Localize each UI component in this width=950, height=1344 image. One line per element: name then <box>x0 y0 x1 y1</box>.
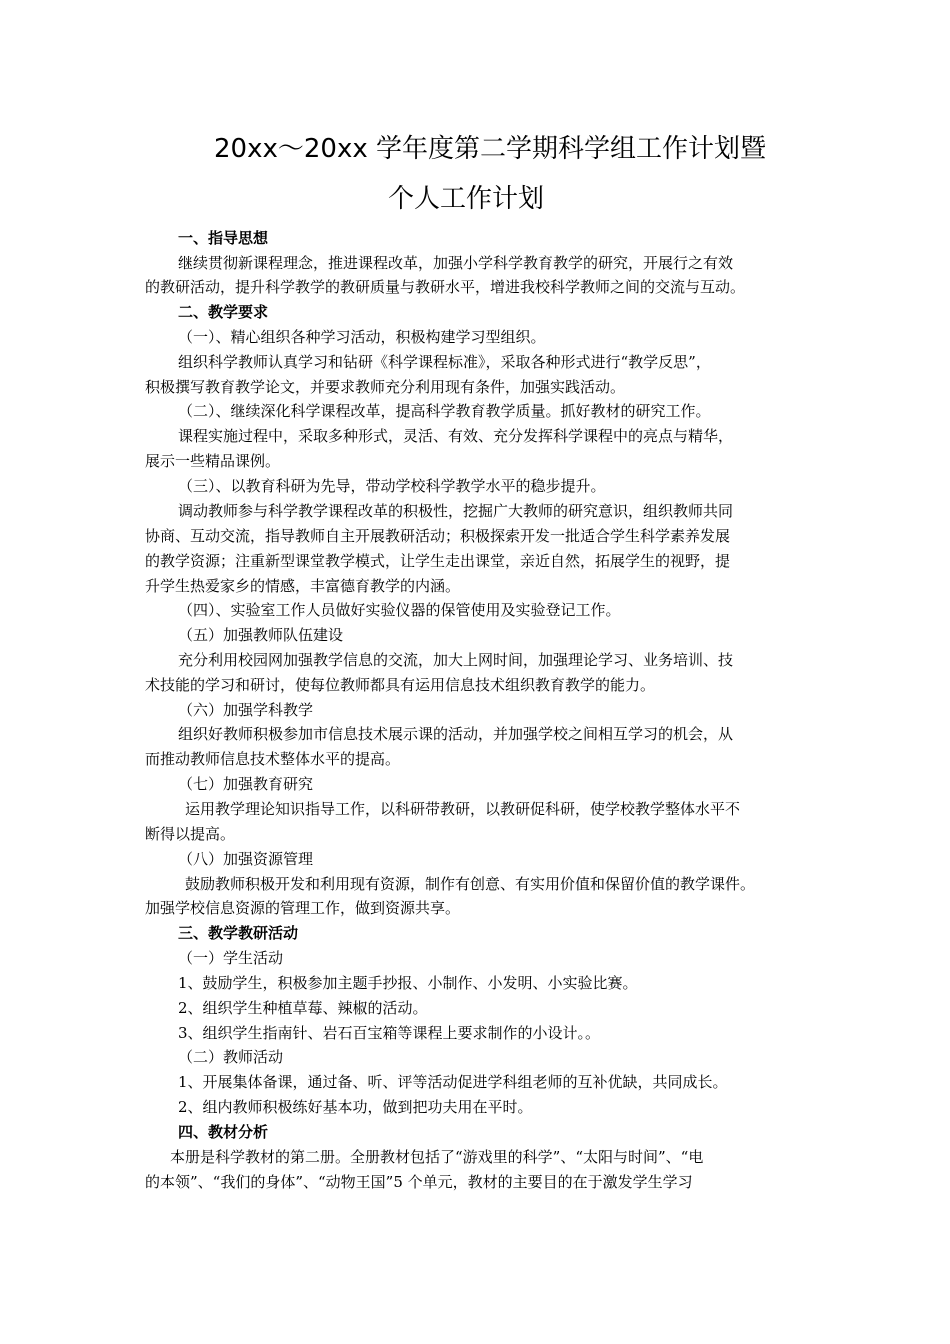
paragraph-line: 调动教师参与科学教学课程改革的积极性，挖掘广大教师的研究意识，组织教师共同 <box>178 502 734 520</box>
paragraph-line: 而推动教师信息技术整体水平的提高。 <box>145 750 401 768</box>
list-item: 1、鼓励学生，积极参加主题手抄报、小制作、小发明、小实验比赛。 <box>178 974 638 992</box>
paragraph-line: 的本领”、“我们的身体”、“动物王国”5 个单元，教材的主要目的在于激发学生学习 <box>145 1173 693 1191</box>
document-title-line-2: 个人工作计划 <box>388 184 545 214</box>
document-title-line-1: 20xx～20xx 学年度第二学期科学组工作计划暨 <box>214 134 766 164</box>
section-heading-teaching-requirements: 二、教学要求 <box>178 303 269 321</box>
paragraph-line: 展示一些精品课例。 <box>145 452 281 470</box>
list-item: 2、组内教师积极练好基本功，做到把功夫用在平时。 <box>178 1098 533 1116</box>
paragraph-line: 运用教学理论知识指导工作，以科研带教研，以教研促科研，使学校教学整体水平不 <box>185 800 741 818</box>
paragraph-line: 加强学校信息资源的管理工作，做到资源共享。 <box>145 899 461 917</box>
subsection-heading: （二）、继续深化科学课程改革，提高科学教育教学质量。抓好教材的研究工作。 <box>178 402 711 420</box>
list-item: 3、组织学生指南针、岩石百宝箱等课程上要求制作的小设计。。 <box>178 1024 601 1042</box>
paragraph-line: 升学生热爱家乡的情感，丰富德育教学的内涵。 <box>145 577 461 595</box>
paragraph-line: 本册是科学教材的第二册。全册教材包括了“游戏里的科学”、“太阳与时间”、“电 <box>170 1148 704 1166</box>
paragraph-line: 的教研活动，提升科学教学的教研质量与教研水平，增进我校科学教师之间的交流与互动。 <box>145 278 746 296</box>
paragraph-line: 的教学资源；注重新型课堂教学模式，让学生走出课堂，亲近自然，拓展学生的视野，提 <box>145 552 731 570</box>
paragraph-line: 充分利用校园网加强教学信息的交流，加大上网时间，加强理论学习、业务培训、技 <box>178 651 734 669</box>
subsection-heading: （一）、精心组织各种学习活动，积极构建学习型组织。 <box>178 328 546 346</box>
paragraph-line: 积极撰写教育教学论文，并要求教师充分利用现有条件，加强实践活动。 <box>145 378 626 396</box>
list-item: 2、组织学生种植草莓、辣椒的活动。 <box>178 999 428 1017</box>
subsection-heading: （三）、以教育科研为先导，带动学校科学教学水平的稳步提升。 <box>178 477 606 495</box>
paragraph-line: 课程实施过程中，采取多种形式，灵活、有效、充分发挥科学课程中的亮点与精华， <box>178 427 734 445</box>
section-heading-guiding-thought: 一、指导思想 <box>178 229 269 247</box>
subsection-heading: （四）、实验室工作人员做好实验仪器的保管使用及实验登记工作。 <box>178 601 621 619</box>
paragraph-line: 协商、互动交流，指导教师自主开展教研活动；积极探索开发一批适合学生科学素养发展 <box>145 527 731 545</box>
paragraph-line: 组织好教师积极参加市信息技术展示课的活动，并加强学校之间相互学习的机会，从 <box>178 725 734 743</box>
subsection-heading: （六）加强学科教学 <box>178 701 314 719</box>
subsection-heading: （七）加强教育研究 <box>178 775 314 793</box>
paragraph-line: 继续贯彻新课程理念，推进课程改革，加强小学科学教育教学的研究，开展行之有效 <box>178 254 734 272</box>
subsection-heading: （二）教师活动 <box>178 1048 284 1066</box>
paragraph-line: 术技能的学习和研讨，使每位教师都具有运用信息技术组织教育教学的能力。 <box>145 676 656 694</box>
paragraph-line: 断得以提高。 <box>145 825 236 843</box>
paragraph-line: 鼓励教师积极开发和利用现有资源，制作有创意、有实用价值和保留价值的教学课件。 <box>185 875 756 893</box>
section-heading-textbook-analysis: 四、教材分析 <box>178 1123 269 1141</box>
paragraph-line: 组织科学教师认真学习和钻研《科学课程标准》，采取各种形式进行“教学反思”， <box>178 353 711 371</box>
subsection-heading: （五）加强教师队伍建设 <box>178 626 344 644</box>
subsection-heading: （一）学生活动 <box>178 949 284 967</box>
section-heading-research-activities: 三、教学教研活动 <box>178 924 299 942</box>
subsection-heading: （八）加强资源管理 <box>178 850 314 868</box>
list-item: 1、开展集体备课，通过备、听、评等活动促进学科组老师的互补优缺，共同成长。 <box>178 1073 728 1091</box>
